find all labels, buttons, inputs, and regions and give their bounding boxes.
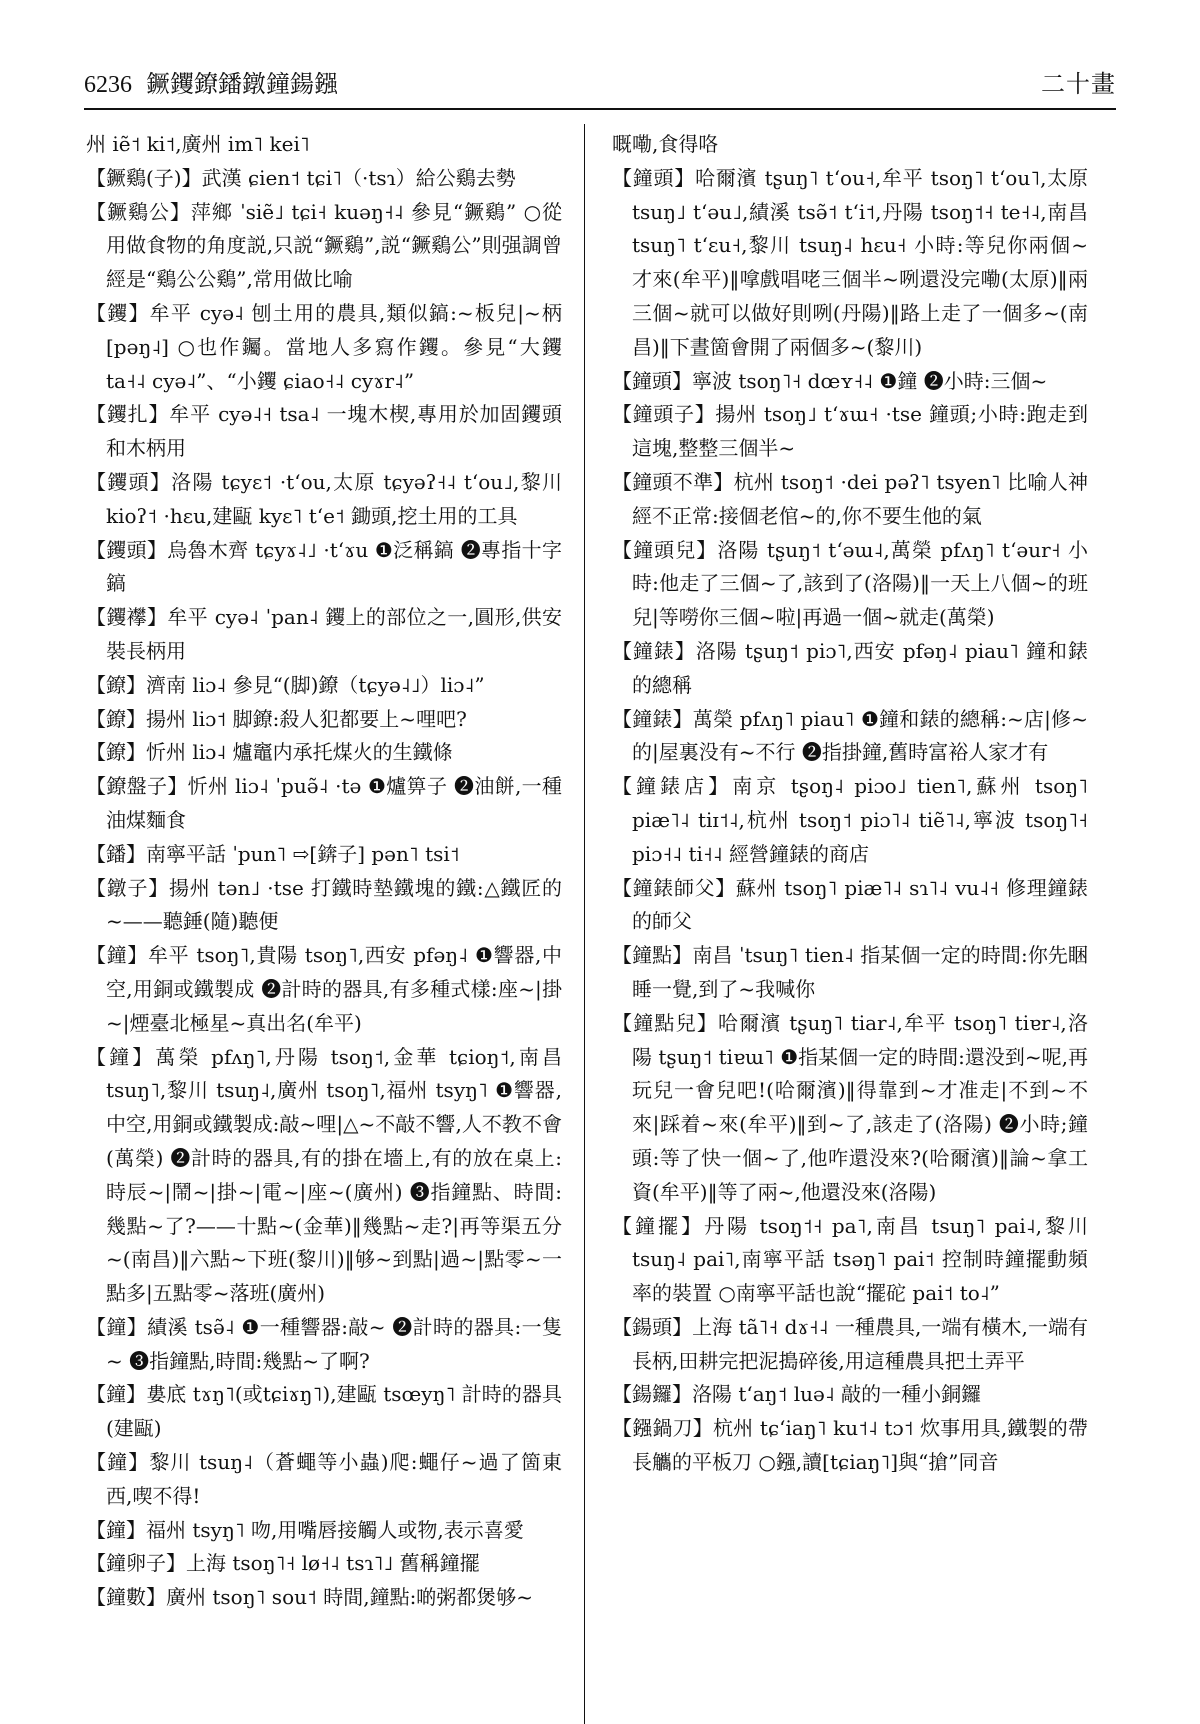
dictionary-entry: 【鐘點兒】哈爾濱 tʂuŋ˥ tiar˨,牟平 tsoŋ˥ tiɐr˨,洛陽 tʂuŋ˦ tiɐɯ˥ ❶指某個一定的時間:還没到~呢,再玩兒一會兒吧!(哈爾濱)‖得靠到~才准走|不到~不來|踩着~來(牟平)‖到~了,該走了(洛陽) ❷小時;鐘頭:等了快一個~了,他咋還没來?(哈爾濱)‖論~拿工資(牟平)‖等了兩~,他還没來(洛陽) xyxy=(612,1010,1088,1204)
dictionary-entry: 【钁頭】烏魯木齊 tɕyɤ˨˩ ·tʻɤu ❶泛稱鎬 ❷專指十字鎬 xyxy=(86,537,562,596)
page-number: 6236 xyxy=(84,72,132,98)
dictionary-entry: 【鐝鷄(子)】武漢 ɕien˦ tɕi˥（·tsɿ）給公鷄去勢 xyxy=(86,165,516,190)
dictionary-entry: 【鍚鑼】洛陽 tʻaŋ˦ luə˨ 敲的一種小銅鑼 xyxy=(612,1382,982,1407)
dictionary-entry: 【钁頭】洛陽 tɕyɛ˦ ·tʻou,太原 tɕyəʔ˧˨ tʻou˩,黎川 kioʔ˦ ·hɛu,建甌 kyɛ˥ tʻe˦ 鋤頭,挖土用的工具 xyxy=(86,469,562,528)
dictionary-entry: 【鐘頭子】揚州 tsoŋ˩ tʻɤɯ˧ ·tse 鐘頭;小時:跑走到這塊,整整三個半~ xyxy=(612,402,1088,461)
dictionary-entry: 【鐐盤子】忻州 liɔ˨ ˈpuə̃˨ ·tə ❶爐箅子 ❷油餅,一種油煤麵食 xyxy=(86,774,562,832)
dictionary-entry: 【鐘】牟平 tsoŋ˥,貴陽 tsoŋ˥,西安 pfəŋ˨ ❶響器,中空,用銅或鐵製成 ❷計時的器具,有多種式樣:座~|掛~|煙臺北極星~真出名(牟平) xyxy=(86,943,562,1035)
dictionary-entry: 【鐘錶師父】蘇州 tsoŋ˥ piæ˥˨ sɿ˥˨ vu˨˧ 修理鐘錶的師父 xyxy=(612,875,1088,934)
dictionary-entry: 【鐘錶】洛陽 tʂuŋ˦ piɔ˥,西安 pfəŋ˨ piau˥ 鐘和錶的總稱 xyxy=(612,638,1088,697)
stroke-count: 二十畫 xyxy=(1041,70,1116,98)
page-header xyxy=(84,64,1116,106)
dictionary-entry: 【鐘錶】萬榮 pfʌŋ˥ piau˥ ❶鐘和錶的總稱:~店|修~的|屋裏没有~不行 ❷指掛鐘,舊時富裕人家才有 xyxy=(612,706,1088,765)
dictionary-entry: 【钁】牟平 cyə˨ 刨土用的農具,類似鎬:~板兒|~柄[pəŋ˨] ○也作钃。當地人多寫作钁。參見“大钁 ta˧˨ cyə˨”、“小钁 ɕiao˧˨ cyɤr˨” xyxy=(86,300,562,393)
left-column xyxy=(86,128,562,1615)
dictionary-entry: 【鍚頭】上海 tã˥˧ dɤ˧˨ 一種農具,一端有橫木,一端有長柄,田耕完把泥搗碎後,用這種農具把土弄平 xyxy=(612,1314,1088,1373)
dictionary-entry: 州 iẽ˦ ki˦,廣州 im˥ kei˥ xyxy=(86,132,310,156)
dictionary-entry: 【鐘】福州 tsyŋ˥ 吻,用嘴唇接觸人或物,表示喜愛 xyxy=(86,1517,524,1542)
dictionary-entry: 【鐘頭兒】洛陽 tʂuŋ˦ tʻəɯ˨,萬榮 pfʌŋ˥ tʻəur˧ 小時:他走了三個~了,該到了(洛陽)‖一天上八個~的班兒|等嘮你三個~啦|再過一個~就走(萬榮) xyxy=(612,537,1088,630)
dictionary-entry: 【鐐】濟南 liɔ˨ 參見“(脚)鐐（tɕyə˨˩）liɔ˨” xyxy=(86,672,485,697)
dictionary-entry: 【鐘】績溪 tsə̃˨ ❶一種響器:敲~ ❷計時的器具:一隻~ ❸指鐘點,時間:幾點~了啊? xyxy=(86,1314,562,1373)
dictionary-entry: 【鐓子】揚州 tən˩ ·tse 打鐵時墊鐵塊的鐵:△鐵匠的~——聽錘(隨)聽便 xyxy=(86,875,562,934)
dictionary-entry: 【鐐】揚州 liɔ˦ 脚鐐:殺人犯都要上~哩吧? xyxy=(86,706,467,731)
dictionary-entry: 【鐘錶店】南京 tʂoŋ˨ piɔo˩ tien˥,蘇州 tsoŋ˥ piæ˥˨ tiɪ˦˨,杭州 tsoŋ˦ piɔ˥˨ tiẽ˥˨,寧波 tsoŋ˥˧ piɔ˧˨ ti˧˨ 經營鐘錶的商店 xyxy=(612,774,1088,866)
dictionary-entry: 嘅嘞,食得咯 xyxy=(612,132,719,156)
dictionary-entry: 【鐘點】南昌 ˈtsuŋ˥ tien˨ 指某個一定的時間:你先睏睡一覺,到了~我喊你 xyxy=(612,943,1088,1001)
dictionary-entry: 【钁襻】牟平 cyə˨ ˈpan˨ 钁上的部位之一,圓形,供安裝長柄用 xyxy=(86,605,562,663)
dictionary-entry: 【鐘頭不準】杭州 tsoŋ˦ ·dei pəʔ˥ tsyen˥ 比喻人神經不正常:接個老倌~的,你不要生他的氣 xyxy=(612,469,1088,528)
dictionary-entry: 【鏹鍋刀】杭州 tɕʻiaŋ˥ ku˦˨ tɔ˦ 炊事用具,鐵製的帶長觿的平板刀 ○鏹,讀[tɕiaŋ˥]與“搶”同音 xyxy=(612,1416,1088,1475)
right-column xyxy=(612,128,1088,1480)
dictionary-entry: 【鐝鷄公】萍鄉 ˈsiẽ˩ tɕi˧ kuəŋ˧˨ 參見“鐝鷄” ○從用做食物的角度説,只説“鐝鷄”,説“鐝鷄公”則强調曾經是“鷄公公鷄”,常用做比喻 xyxy=(86,199,562,292)
dictionary-entry: 【鐘擺】丹陽 tsoŋ˦˧ pa˥,南昌 tsuŋ˥ pai˨,黎川 tsuŋ˨ pai˥,南寧平話 tsəŋ˥ pai˦ 控制時鐘擺動頻率的裝置 ○南寧平話也說“擺砣 pai˦ to˨” xyxy=(612,1213,1088,1306)
dictionary-entry: 【鐘頭】寧波 tsoŋ˥˧ dœʏ˧˨ ❶鐘 ❷小時:三個~ xyxy=(612,368,1048,393)
dictionary-entry: 【鐐】忻州 liɔ˨ 爐竈内承托煤火的生鐵條 xyxy=(86,740,453,765)
column-divider xyxy=(584,124,585,1724)
dictionary-entry: 【鐘卵子】上海 tsoŋ˥˧ lø˧˨ tsɿ˥˩ 舊稱鐘擺 xyxy=(86,1551,480,1576)
dictionary-entry: 【鐘】黎川 tsuŋ˨（蒼蠅等小蟲)爬:蠅仔~過了箇東西,喫不得! xyxy=(86,1450,562,1508)
dictionary-entry: 【鐘】萬榮 pfʌŋ˥,丹陽 tsoŋ˦,金華 tɕioŋ˦,南昌 tsuŋ˥,黎川 tsuŋ˨,廣州 tsoŋ˥,福州 tsyŋ˥ ❶響器,中空,用銅或鐵製成:敲~哩|△~不敲不響,人不教不會(萬榮) ❷計時的器具,有的掛在墻上,有的放在桌上:時辰~|鬧~|掛~|電~|座~(廣州) ❸指鐘點、時間:幾點~了?——十點~(金華)‖幾點~走?|再等渠五分~(南昌)‖六點~下班(黎川)‖够~到點|過~|點零~一點多|五點零~落班(廣州) xyxy=(86,1044,562,1306)
dictionary-entry: 【鐇】南寧平話 ˈpun˥ ⇨[錛子] pən˥ tsi˦ xyxy=(86,841,460,866)
dictionary-entry: 【鐘數】廣州 tsoŋ˥ sou˦ 時間,鐘點:啲粥都煲够~ xyxy=(86,1585,534,1610)
dictionary-entry: 【鐘】婁底 tɤŋ˥(或tɕiɤŋ˥),建甌 tsœyŋ˥ 計時的器具(建甌) xyxy=(86,1382,562,1441)
dictionary-entry: 【鐘頭】哈爾濱 tʂuŋ˥ tʻou˧,牟平 tsoŋ˥ tʻou˥,太原 tsuŋ˩ tʻəu˩,績溪 tsə̃˦ tʻi˦,丹陽 tsoŋ˦˧ te˧˨,南昌 tsuŋ˥ tʻɛu˧,黎川 tsuŋ˨ hɛu˧ 小時:等兒你兩個~才來(牟平)‖嗱戲唱咾三個半~咧還没完嘞(太原)‖兩三個~就可以做好則咧(丹陽)‖路上走了一個多~(南昌)‖下晝箇會開了兩個多~(黎川) xyxy=(612,165,1088,359)
header-rule xyxy=(84,108,1116,110)
header-left xyxy=(84,64,338,99)
dictionary-entry: 【钁扎】牟平 cyə˨˧ tsa˨ 一塊木楔,專用於加固钁頭和木柄用 xyxy=(86,402,562,461)
head-characters: 鐝钁鐐鐇鐓鐘鍚鏹 xyxy=(146,70,338,98)
